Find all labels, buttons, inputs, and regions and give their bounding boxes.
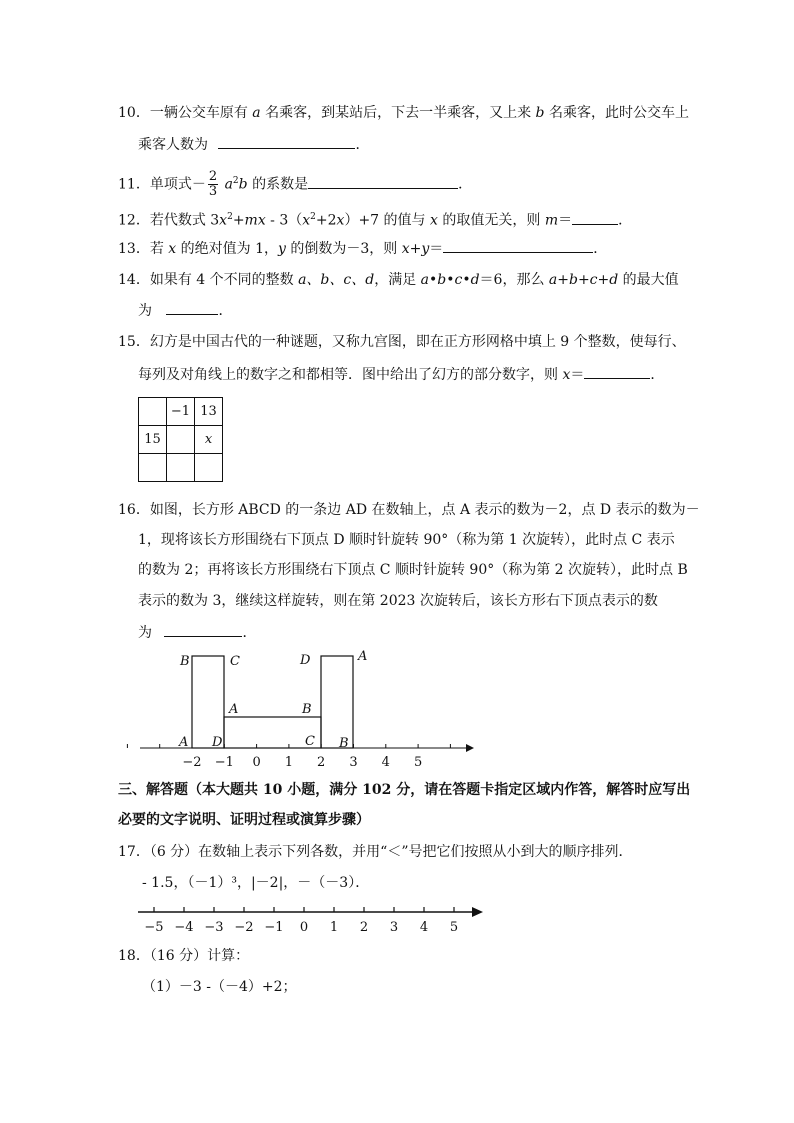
q14-prod: a•b•c•d bbox=[420, 272, 480, 288]
figure-vertex-label: C bbox=[305, 734, 315, 749]
q16-period: ． bbox=[242, 625, 257, 641]
figure-tick-label: 5 bbox=[413, 755, 423, 770]
q12-plus: + bbox=[232, 212, 245, 229]
q15-text: 15．幻方是中国古代的一种谜题，又称九宫图，即在正方形网格中填上 9 个整数，使每行、 bbox=[118, 334, 686, 350]
q10-line2-text: 乘客人数为 bbox=[138, 137, 208, 153]
q14-mid: ，满足 bbox=[374, 272, 421, 288]
q17-tick-label: 2 bbox=[359, 920, 369, 935]
q12-mid: - 3（ bbox=[265, 212, 303, 229]
q13-mid1: 的绝对值为 1， bbox=[176, 241, 278, 257]
q12-eq: ＝ bbox=[558, 212, 573, 229]
magic-cell: x bbox=[195, 426, 223, 454]
q11-period: ． bbox=[458, 176, 473, 193]
figure-vertex-label: B bbox=[302, 702, 312, 717]
q15-x: x bbox=[562, 367, 571, 383]
q12-x1: x bbox=[219, 212, 228, 229]
q16-text-2: 1，现将该长方形围绕右下顶点 D 顺时针旋转 90°（称为第 1 次旋转），此时点 C 表示 bbox=[138, 532, 675, 548]
q10-var-b: b bbox=[535, 105, 545, 121]
magic-square-grid bbox=[138, 397, 223, 482]
q12-period: ． bbox=[618, 212, 633, 229]
q17-text: 17．（6 分）在数轴上表示下列各数，并用“＜”号把它们按照从小到大的顺序排列． bbox=[118, 844, 633, 860]
q12-mid2: +2 bbox=[315, 212, 337, 229]
q10-answer-blank[interactable] bbox=[218, 134, 355, 149]
magic-cell bbox=[167, 426, 195, 454]
figure-tick-label: 1 bbox=[284, 755, 294, 770]
figure-vertex-label: D bbox=[300, 653, 311, 668]
q17-arrow-head bbox=[472, 907, 483, 917]
q13-answer-blank[interactable] bbox=[443, 238, 593, 253]
q14-post: 的最大值 bbox=[618, 272, 679, 288]
figure-vertex-label: A bbox=[229, 702, 239, 717]
q14-line1 bbox=[118, 270, 679, 290]
q14-line2 bbox=[138, 300, 232, 321]
q14-text: 14．如果有 4 个不同的整数 bbox=[118, 272, 299, 288]
q14-sum: a+b+c+d bbox=[548, 272, 619, 288]
q15-line2-text: 每列及对角线上的数字之和都相等．图中给出了幻方的部分数字，则 bbox=[138, 367, 563, 383]
figure-vertex-label: D bbox=[212, 735, 223, 750]
q10-line2 bbox=[138, 134, 369, 155]
figure-tick-label: −1 bbox=[214, 755, 234, 770]
magic-cell: 15 bbox=[139, 426, 167, 454]
magic-cell bbox=[195, 454, 223, 482]
q18-sub1 bbox=[142, 977, 297, 997]
q17-tick-label: −4 bbox=[174, 920, 194, 935]
section3-line2 bbox=[118, 810, 370, 830]
q12-answer-blank[interactable] bbox=[572, 210, 618, 225]
q10-text-post: 名乘客，此时公交车上 bbox=[544, 105, 689, 121]
q12-exp2: 2 bbox=[310, 212, 316, 222]
q12-exp1: 2 bbox=[227, 212, 233, 222]
q17-tick-label: −2 bbox=[234, 920, 254, 935]
rect-middle bbox=[224, 717, 321, 748]
q15-line1 bbox=[118, 332, 686, 352]
q13-eq: ＝ bbox=[429, 241, 444, 257]
q11-mono-b: b bbox=[238, 176, 248, 193]
q12-x2: x bbox=[302, 212, 311, 229]
q11-fraction bbox=[208, 170, 218, 199]
q12-mid3: ）+7 的值与 bbox=[344, 212, 430, 229]
q15-eq: ＝ bbox=[570, 367, 585, 383]
q17-tick-label: −1 bbox=[264, 920, 284, 935]
q12-text: 12．若代数式 3 bbox=[118, 212, 220, 229]
q12-post: 的取值无关，则 bbox=[437, 212, 545, 229]
q15-answer-blank[interactable] bbox=[584, 364, 650, 379]
q18-sub1-text: （1）－3 -（－4）+2； bbox=[142, 979, 297, 995]
figure-tick-label: 3 bbox=[349, 755, 358, 770]
rect-right bbox=[321, 656, 353, 748]
q10-line1 bbox=[118, 103, 689, 123]
q15-line2 bbox=[138, 364, 664, 385]
q11-text: 11．单项式－ bbox=[118, 176, 206, 193]
q16-line3 bbox=[138, 560, 688, 580]
q13-y: y bbox=[277, 241, 286, 257]
q12-line bbox=[118, 207, 632, 231]
q11-mono-a: a bbox=[224, 176, 233, 193]
section3-text-2: 必要的文字说明、证明过程或演算步骤） bbox=[118, 812, 370, 828]
q17-line1 bbox=[118, 842, 632, 862]
figure-tick-label: 0 bbox=[252, 755, 261, 770]
q12-x3: x bbox=[336, 212, 345, 229]
q16-line1 bbox=[118, 500, 700, 520]
q14-vars: a、b、c、d bbox=[298, 272, 375, 288]
section3-text-1: 三、解答题（本大题共 10 小题，满分 102 分，请在答题卡指定区域内作答，解答时应写出 bbox=[118, 782, 691, 798]
q16-line2 bbox=[138, 530, 675, 550]
q16-text-3: 的数为 2；再将该长方形围绕右下顶点 C 顺时针旋转 90°（称为第 2 次旋转），此时点 B bbox=[138, 562, 688, 578]
figure-tick-label: 4 bbox=[381, 755, 390, 770]
q16-text-1: 16．如图，长方形 ABCD 的一条边 AD 在数轴上，点 A 表示的数为－2，点 D 表示的数为－ bbox=[118, 502, 700, 518]
q17-tick-label: 1 bbox=[329, 920, 339, 935]
magic-cell: −1 bbox=[167, 398, 195, 426]
q11-line bbox=[118, 170, 472, 199]
q12-x4: x bbox=[430, 212, 438, 229]
figure-arrow-head bbox=[466, 744, 474, 752]
magic-cell bbox=[139, 398, 167, 426]
q10-text: 10．一辆公交车原有 bbox=[118, 105, 253, 121]
q13-mid2: 的倒数为－3，则 bbox=[285, 241, 402, 257]
q12-m: m bbox=[544, 212, 559, 229]
q16-line5-text: 为 bbox=[138, 625, 152, 641]
magic-cell bbox=[139, 454, 167, 482]
q17-tick-label: −5 bbox=[144, 920, 164, 935]
q14-period: ． bbox=[218, 303, 233, 319]
q16-text-4: 表示的数为 3，继续这样旋转，则在第 2023 次旋转后，该长方形右下顶点表示的数 bbox=[138, 593, 658, 609]
q18-line1 bbox=[118, 946, 249, 966]
q17-tick-label: 5 bbox=[449, 920, 459, 935]
q11-answer-blank[interactable] bbox=[308, 174, 458, 189]
q16-answer-blank[interactable] bbox=[164, 622, 242, 637]
magic-cell: 13 bbox=[195, 398, 223, 426]
q17-tick-label: 3 bbox=[389, 920, 399, 935]
figure-vertex-label: B bbox=[339, 736, 349, 751]
q10-var-a: a bbox=[252, 105, 261, 121]
q13-line bbox=[118, 238, 607, 259]
q17-numbers-text: - 1.5，（－1）³，|－2|，－（－3）． bbox=[142, 875, 370, 891]
q17-tick-label: 4 bbox=[419, 920, 429, 935]
q13-text: 13．若 bbox=[118, 241, 169, 257]
figure-vertex-label: C bbox=[230, 654, 240, 669]
q11-frac-num: 2 bbox=[208, 169, 218, 184]
q17-numbers bbox=[142, 873, 369, 893]
figure-vertex-label: A bbox=[358, 649, 368, 664]
q14-answer-blank[interactable] bbox=[166, 300, 218, 315]
q16-line5 bbox=[138, 622, 256, 643]
q13-x: x bbox=[168, 241, 177, 257]
q13-xy: x+y bbox=[401, 241, 430, 257]
q10-period: ． bbox=[355, 137, 370, 153]
q13-period: ． bbox=[593, 241, 608, 257]
q12-mx: mx bbox=[244, 212, 266, 229]
q17-tick-label: −3 bbox=[204, 920, 224, 935]
figure-tick-label: −2 bbox=[182, 755, 202, 770]
q14-line2-text: 为 bbox=[138, 303, 152, 319]
q11-text-post: 的系数是 bbox=[247, 176, 309, 193]
rect-left bbox=[192, 656, 224, 748]
q15-period: ． bbox=[650, 367, 665, 383]
q10-text-mid: 名乘客，到某站后，下去一半乘客，又上来 bbox=[260, 105, 536, 121]
magic-cell bbox=[167, 454, 195, 482]
q18-text: 18．（16 分）计算： bbox=[118, 948, 250, 964]
figure-tick-label: 2 bbox=[317, 755, 326, 770]
section3-line1 bbox=[118, 780, 690, 800]
figure-vertex-label: B bbox=[180, 654, 190, 669]
q16-line4 bbox=[138, 591, 658, 611]
q11-frac-den: 3 bbox=[208, 184, 218, 199]
figure-vertex-label: A bbox=[179, 735, 189, 750]
q17-tick-label: 0 bbox=[299, 920, 309, 935]
q11-mono-exp: 2 bbox=[232, 175, 239, 186]
q14-mid2: ＝6，那么 bbox=[479, 272, 549, 288]
